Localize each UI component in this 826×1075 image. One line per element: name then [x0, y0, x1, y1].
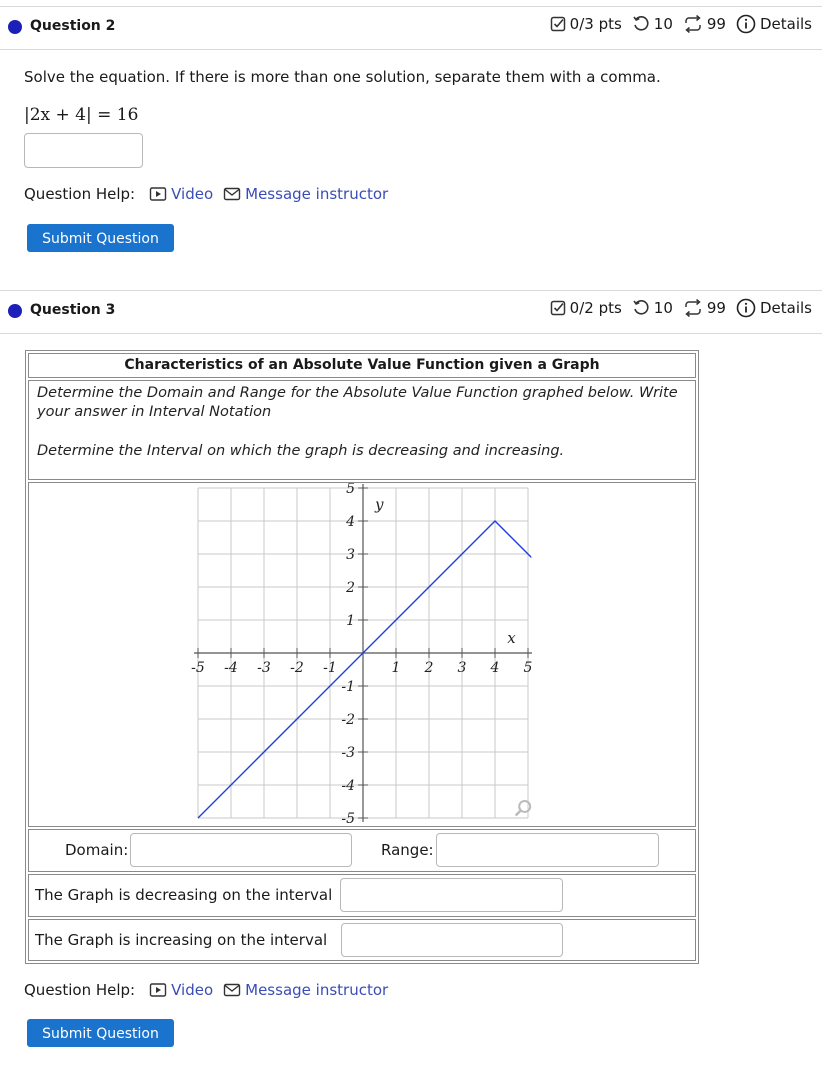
- decreasing-label: The Graph is decreasing on the interval: [35, 886, 333, 904]
- repeat-icon: [683, 299, 703, 317]
- y-tick-label: -2: [341, 712, 355, 728]
- question-table: [25, 350, 699, 964]
- video-icon: [149, 186, 167, 202]
- message-instructor-label: Message instructor: [245, 185, 389, 203]
- message-instructor-link[interactable]: [223, 980, 388, 1000]
- message-instructor-link[interactable]: [223, 184, 388, 204]
- x-tick-label: -4: [224, 660, 238, 676]
- instructions-cell: [28, 380, 696, 480]
- repeat-icon: [683, 15, 703, 33]
- y-tick-label: 3: [346, 547, 355, 563]
- question-status-dot: [8, 20, 22, 34]
- x-tick-label: 5: [523, 660, 533, 676]
- points-text: 0/3 pts: [569, 15, 622, 33]
- table-title: Characteristics of an Absolute Value Function given a Graph: [28, 353, 696, 378]
- x-tick-label: 1: [391, 660, 401, 676]
- retry-icon: [632, 299, 650, 317]
- instruction-domain-range: Determine the Domain and Range for the Absolute Value Function graphed below. Write your answer in Interval Notation: [37, 385, 678, 420]
- y-tick-label: 4: [346, 514, 355, 530]
- attempts-text: 10: [653, 15, 673, 33]
- info-icon[interactable]: [736, 298, 756, 318]
- question-2-header: [0, 6, 822, 50]
- x-tick-label: -3: [257, 660, 271, 676]
- decreasing-input[interactable]: [340, 878, 563, 912]
- question-help-label: Question Help:: [24, 981, 136, 999]
- increasing-input[interactable]: [341, 923, 563, 957]
- instruction-intervals: Determine the Interval on which the graph is decreasing and increasing.: [37, 443, 565, 459]
- y-tick-label: 1: [346, 613, 355, 629]
- x-tick-label: 2: [424, 660, 434, 676]
- question-help: [24, 184, 398, 204]
- y-tick-label: -4: [341, 778, 355, 794]
- x-tick-label: 4: [490, 660, 500, 676]
- graph[interactable]: [29, 483, 695, 826]
- details-link[interactable]: Details: [759, 299, 812, 317]
- domain-range-row: [28, 829, 696, 872]
- video-link-label: Video: [171, 185, 214, 203]
- retry-icon: [632, 15, 650, 33]
- range-input[interactable]: [436, 833, 659, 867]
- question-meta: [550, 298, 812, 318]
- question-3-header: [0, 290, 822, 334]
- graph-cell: [28, 482, 696, 827]
- y-tick-label: -1: [341, 679, 355, 695]
- video-link-label: Video: [171, 981, 214, 999]
- x-tick-label: -1: [323, 660, 337, 676]
- y-tick-label: -3: [341, 745, 355, 761]
- x-tick-label: -2: [290, 660, 304, 676]
- question-meta: [550, 14, 812, 34]
- graph-series-line: [198, 521, 535, 818]
- question-status-dot: [8, 304, 22, 318]
- checkbox-icon: [550, 300, 566, 316]
- y-tick-label: 5: [346, 483, 355, 497]
- x-axis-label: x: [507, 629, 516, 647]
- question-help: [24, 980, 398, 1000]
- question-prompt: Solve the equation. If there is more than one solution, separate them with a comma.: [24, 68, 661, 86]
- attempts-text: 10: [653, 299, 673, 317]
- x-tick-label: 3: [457, 660, 467, 676]
- submit-question-button[interactable]: Submit Question: [27, 1019, 174, 1047]
- video-icon: [149, 982, 167, 998]
- y-tick-label: -5: [341, 811, 355, 826]
- increasing-label: The Graph is increasing on the interval: [35, 931, 328, 949]
- mail-icon: [223, 982, 241, 998]
- question-title: Question 2: [30, 18, 116, 34]
- increasing-row: [28, 919, 696, 961]
- x-tick-label: -5: [191, 660, 205, 676]
- answer-input[interactable]: [24, 133, 143, 168]
- submit-question-button[interactable]: Submit Question: [27, 224, 174, 252]
- domain-input[interactable]: [130, 833, 352, 867]
- details-link[interactable]: Details: [759, 15, 812, 33]
- points-text: 0/2 pts: [569, 299, 622, 317]
- retries-text: 99: [706, 15, 726, 33]
- y-tick-label: 2: [346, 580, 355, 596]
- retries-text: 99: [706, 299, 726, 317]
- video-link[interactable]: [149, 184, 213, 204]
- question-title: Question 3: [30, 302, 116, 318]
- range-label: Range:: [381, 841, 434, 859]
- y-axis-label: y: [375, 495, 384, 514]
- info-icon[interactable]: [736, 14, 756, 34]
- divider: [0, 333, 822, 334]
- equation: |2x + 4| = 16: [24, 105, 139, 125]
- divider: [0, 49, 822, 50]
- checkbox-icon: [550, 16, 566, 32]
- domain-label: Domain:: [65, 841, 129, 859]
- video-link[interactable]: [149, 980, 213, 1000]
- decreasing-row: [28, 874, 696, 917]
- question-help-label: Question Help:: [24, 185, 136, 203]
- message-instructor-label: Message instructor: [245, 981, 389, 999]
- mail-icon: [223, 186, 241, 202]
